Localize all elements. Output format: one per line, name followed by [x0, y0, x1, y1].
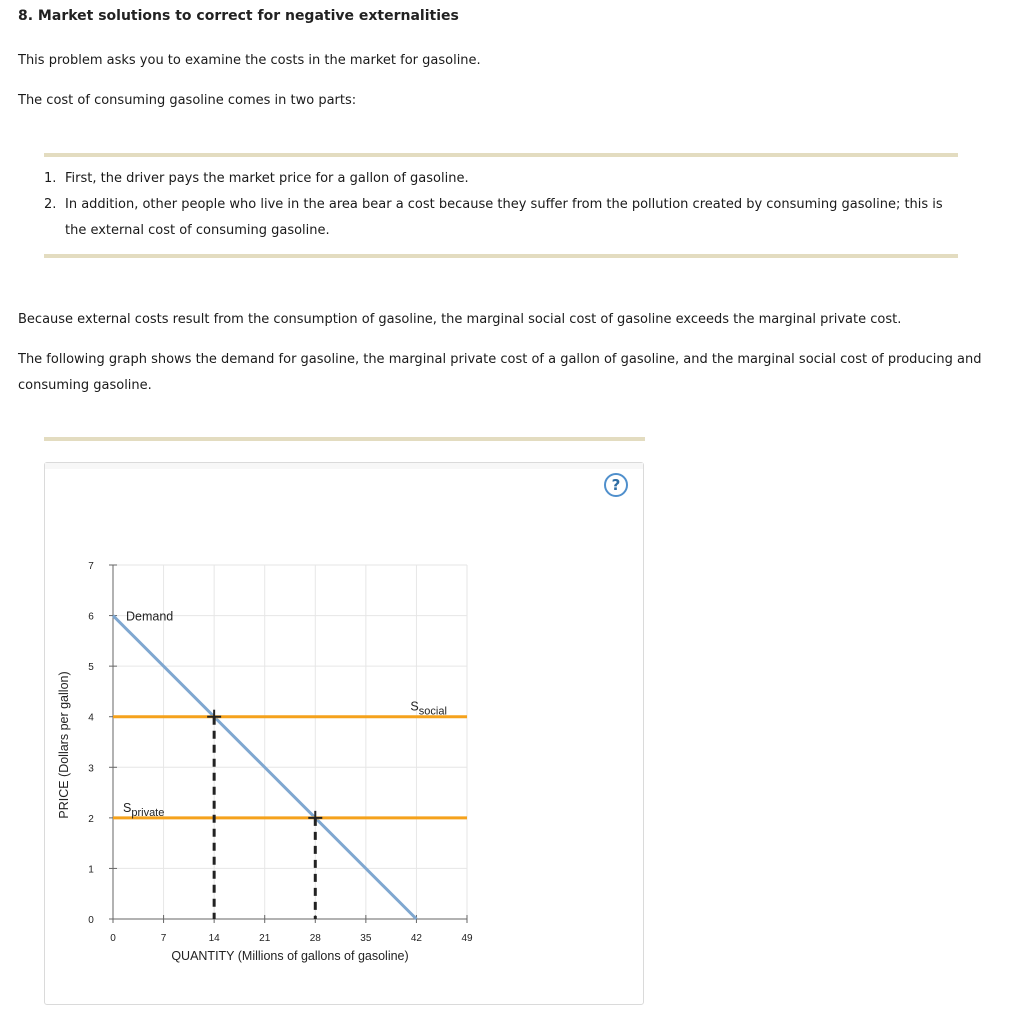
question-icon: ?: [611, 476, 621, 494]
x-tick-label: 35: [360, 933, 372, 944]
help-button[interactable]: [604, 473, 628, 497]
graph-panel: [44, 462, 644, 1005]
divider-bottom: [44, 254, 958, 258]
x-tick-label: 21: [259, 933, 271, 944]
cost-list: [44, 166, 958, 244]
y-tick-label: 5: [88, 662, 94, 674]
list-item-text: In addition, other people who live in the area bear a cost because they suffer from the pollution created by consuming gasoline; this is the external cost of consuming gasoline.: [65, 197, 943, 238]
cost-parts-paragraph: The cost of consuming gasoline comes in two parts:: [18, 93, 357, 108]
x-tick-label: 7: [160, 933, 167, 944]
y-tick-label: 3: [88, 763, 94, 775]
x-tick-label: 49: [461, 933, 473, 944]
x-tick-label: 0: [110, 933, 116, 944]
y-tick-label: 1: [88, 864, 94, 876]
graph-divider: [44, 437, 645, 441]
y-tick-label: 0: [88, 915, 94, 926]
x-tick-label: 14: [208, 933, 220, 944]
list-item-number: 2.: [44, 197, 57, 212]
list-item-text: First, the driver pays the market price for a gallon of gasoline.: [65, 171, 469, 186]
x-axis-label: QUANTITY (Millions of gallons of gasoline): [171, 949, 409, 963]
divider-top: [44, 153, 958, 157]
x-tick-label: 42: [410, 933, 422, 944]
y-tick-label: 7: [88, 561, 94, 572]
social-supply-label: Ssocial: [410, 699, 447, 718]
panel-header-strip: [45, 463, 643, 469]
externality-paragraph: Because external costs result from the consumption of gasoline, the marginal social cost of gasoline exceeds the marginal private cost.: [18, 312, 902, 327]
list-item: [44, 166, 958, 192]
list-item-number: 1.: [44, 171, 57, 186]
y-tick-label: 4: [88, 712, 94, 724]
list-item: [44, 192, 958, 244]
page-title: 8. Market solutions to correct for negative externalities: [18, 8, 459, 24]
y-tick-label: 2: [88, 813, 94, 825]
private-supply-label: Sprivate: [123, 800, 165, 819]
y-axis-label: PRICE (Dollars per gallon): [57, 671, 71, 819]
x-tick-label: 28: [309, 933, 321, 944]
intro-paragraph: This problem asks you to examine the costs in the market for gasoline.: [18, 53, 481, 68]
demand-label: Demand: [126, 609, 174, 624]
graph-description: The following graph shows the demand for gasoline, the marginal private cost of a gallon of gasoline, and the marginal social cost of producing and consuming gasoline.: [18, 352, 982, 393]
y-tick-label: 6: [88, 611, 94, 623]
